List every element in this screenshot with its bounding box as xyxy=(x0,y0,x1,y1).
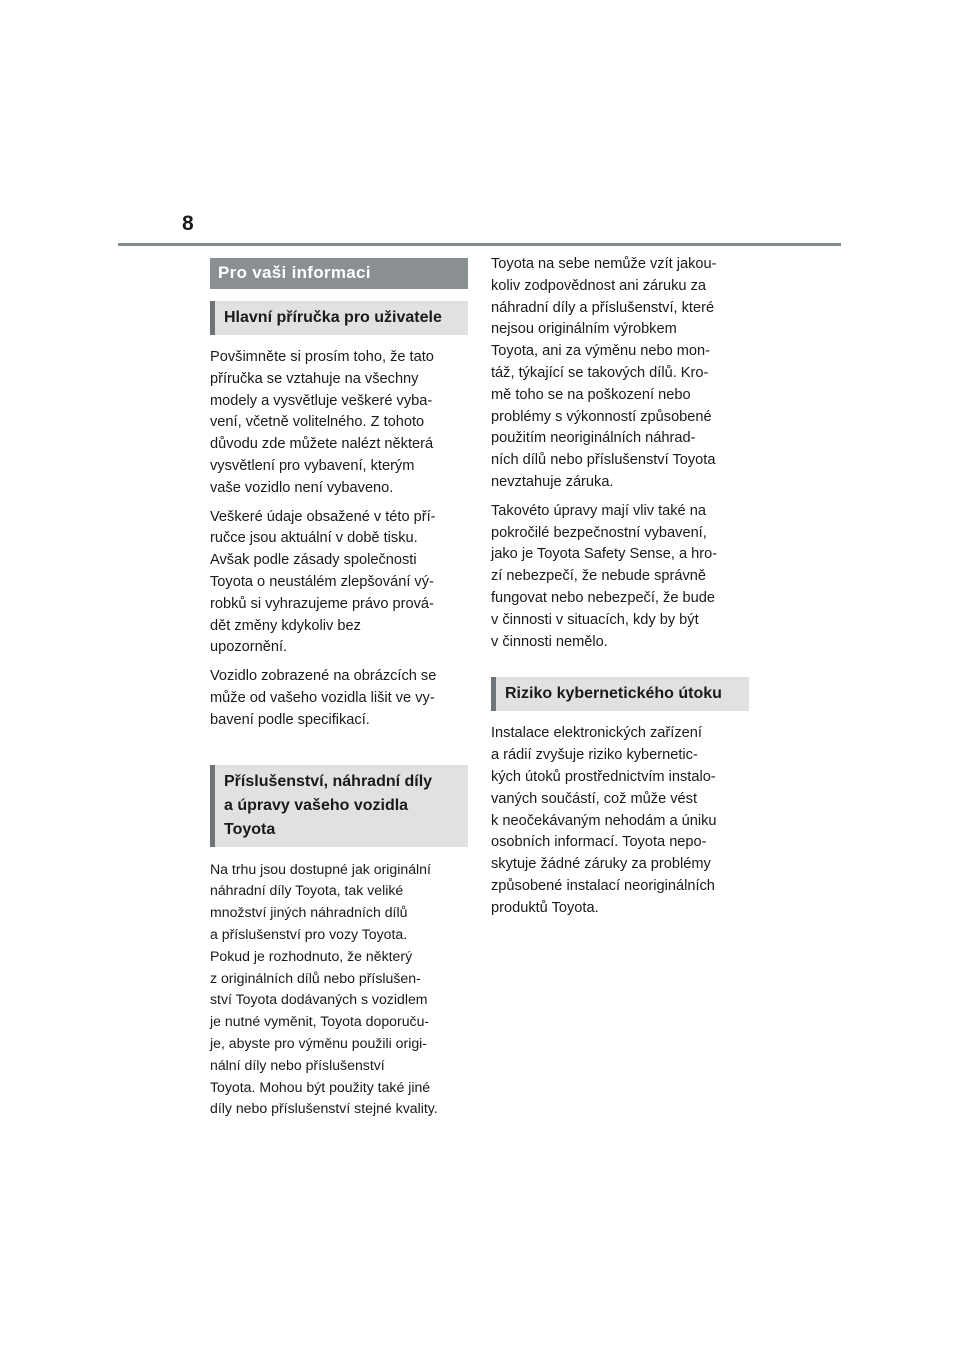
text-line: způsobené instalací neoriginálních xyxy=(491,877,715,894)
text-line: ních dílů nebo příslušenství Toyota xyxy=(491,452,716,469)
text-line: v činnosti nemělo. xyxy=(491,633,608,650)
text-line: vaše vozidlo není vybaveno. xyxy=(210,479,394,496)
text-line: příručka se vztahuje na všechny xyxy=(210,370,419,387)
text-line: jako je Toyota Safety Sense, a hro- xyxy=(491,546,718,563)
text-line: a příslušenství pro vozy Toyota. xyxy=(210,925,408,942)
paragraph-manual-scope xyxy=(210,347,468,500)
paragraph-safety-impact xyxy=(491,501,749,654)
text-line: a rádií zvyšuje riziko kybernetic- xyxy=(491,747,698,764)
text-line: nevztahuje záruka. xyxy=(491,473,614,490)
heading-main-manual xyxy=(210,301,468,335)
text-line: vaných součástí, což může vést xyxy=(491,790,698,807)
text-line: v činnosti v situacích, kdy by být xyxy=(491,611,699,628)
text-line: ství Toyota dodávaných s vozidlem xyxy=(210,991,428,1008)
text-line: nejsou originálním výrobkem xyxy=(491,321,677,338)
text-line: Toyota o neustálém zlepšování vý- xyxy=(210,573,434,590)
section-banner: Pro vaši informaci xyxy=(210,258,468,289)
text-line: z originálních dílů nebo příslušen- xyxy=(210,969,421,986)
text-line: vení, včetně volitelného. Z tohoto xyxy=(210,414,425,431)
text-line: důvodu zde můžete nalézt některá xyxy=(210,436,434,453)
text-line: Takovéto úpravy mají vliv také na xyxy=(491,502,706,519)
text-line: může od vašeho vozidla lišit ve vy- xyxy=(210,689,435,706)
text-line: problémy s výkonností způsobené xyxy=(491,408,712,425)
text-line: použitím neoriginálních náhrad- xyxy=(491,430,696,447)
text-line: Veškeré údaje obsažené v této pří- xyxy=(210,508,436,525)
text-line: Povšimněte si prosím toho, že tato xyxy=(210,349,434,365)
text-line: pokročilé bezpečnostní vybavení, xyxy=(491,524,707,541)
text-line: vysvětlení pro vybavení, kterým xyxy=(210,457,415,474)
text-line: skytuje žádné záruky za problémy xyxy=(491,856,711,873)
text-line: Avšak podle zásady společnosti xyxy=(210,552,417,569)
text-line: k neočekávaným nehodám a úniku xyxy=(491,812,717,829)
text-line: táž, týkající se takových dílů. Kro- xyxy=(491,364,709,381)
text-line: náhradní díly Toyota, tak veliké xyxy=(210,882,404,899)
heading-line: Toyota xyxy=(224,820,276,838)
paragraph-accessories xyxy=(210,859,468,1121)
text-line: zí nebezpečí, že nebude správně xyxy=(491,568,707,585)
heading-line: Příslušenství, náhradní díly xyxy=(224,772,433,790)
text-line: osobních informací. Toyota nepo- xyxy=(491,834,707,851)
heading-accessories xyxy=(210,765,468,847)
text-line: Vozidlo zobrazené na obrázcích se xyxy=(210,668,437,685)
text-line: mě toho se na poškození nebo xyxy=(491,386,691,403)
paragraph-data-currency xyxy=(210,507,468,660)
text-line: modely a vysvětluje veškeré vyba- xyxy=(210,392,433,409)
text-line: je nutné vyměnit, Toyota doporuču- xyxy=(210,1013,430,1030)
heading-line: Riziko kybernetického útoku xyxy=(505,685,722,703)
text-line: množství jiných náhradních dílů xyxy=(210,904,408,921)
paragraph-liability xyxy=(491,254,749,494)
text-line: koliv zodpovědnost ani záruku za xyxy=(491,277,706,294)
text-line: kých útoků prostřednictvím instalo- xyxy=(491,768,716,785)
text-line: upozornění. xyxy=(210,639,288,656)
text-line: Na trhu jsou dostupné jak originální xyxy=(210,860,431,877)
text-line: je, abyste pro výměnu použili origi- xyxy=(210,1034,427,1051)
text-line: robků si vyhrazujeme právo prová- xyxy=(210,595,434,612)
header-rule xyxy=(118,243,841,246)
text-line: produktů Toyota. xyxy=(491,899,599,916)
text-line: Toyota. Mohou být použity také jiné xyxy=(210,1078,431,1095)
right-column xyxy=(491,254,749,927)
text-line: náhradní díly a příslušenství, které xyxy=(491,299,715,316)
text-line: bavení podle specifikací. xyxy=(210,711,370,728)
text-line: ručce jsou aktuální v době tisku. xyxy=(210,530,418,547)
left-column xyxy=(210,258,468,1127)
text-line: Instalace elektronických zařízení xyxy=(491,725,702,742)
page-number: 8 xyxy=(182,212,194,235)
text-line: nální díly nebo příslušenství xyxy=(210,1056,385,1073)
text-line: Pokud je rozhodnuto, že některý xyxy=(210,947,413,964)
paragraph-cyber-risk xyxy=(491,723,749,919)
text-line: fungovat nebo nebezpečí, že bude xyxy=(491,589,715,606)
text-line: díly nebo příslušenství stejné kvality. xyxy=(210,1100,438,1117)
text-line: dět změny kdykoliv bez xyxy=(210,617,361,634)
text-line: Toyota na sebe nemůže vzít jakou- xyxy=(491,256,717,272)
heading-line: a úpravy vašeho vozidla xyxy=(224,796,409,814)
heading-cyber-risk xyxy=(491,677,749,711)
text-line: Toyota, ani za výměnu nebo mon- xyxy=(491,343,711,360)
paragraph-vehicle-images xyxy=(210,666,468,731)
heading-line: Hlavní příručka pro uživatele xyxy=(224,309,442,326)
